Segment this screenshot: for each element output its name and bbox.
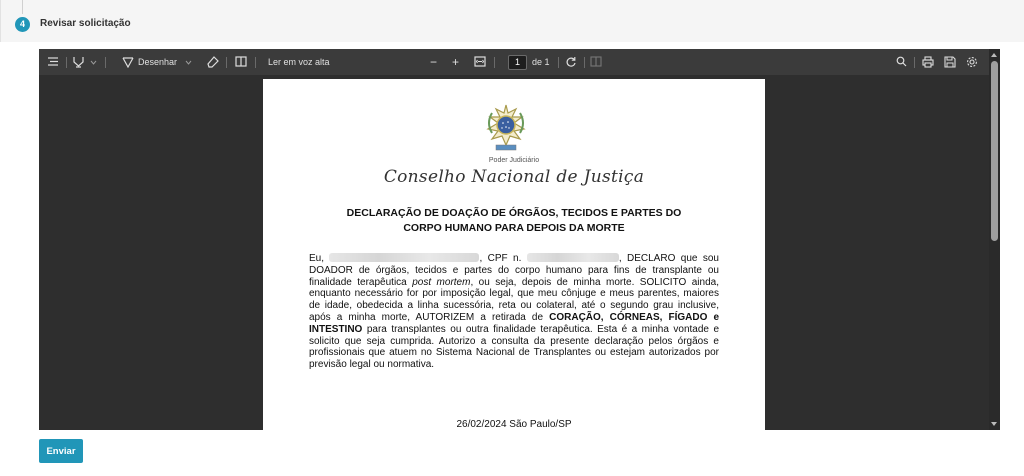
step-title: Revisar solicitação bbox=[40, 18, 131, 29]
body-text-end: para transplantes ou outra finalidade terapêutica. Esta é a minha vontade e solicito que seja cumprida. Autorizo a consulta da presente declaração pelos órgãos e profissionais que atuem no Sistema Nacional de Transplantes ou estejam autorizados por previsão legal ou normativa. bbox=[309, 323, 720, 371]
send-button[interactable]: Enviar bbox=[39, 439, 83, 463]
body-text-declaro: , DECLARO que sou DOADOR de órgãos, tecidos e partes do corpo humano para fins de transplante ou finalidade terapêutica bbox=[309, 253, 719, 288]
document-title-line2: CORPO HUMANO PARA DEPOIS DA MORTE bbox=[403, 222, 625, 234]
toolbar-divider bbox=[584, 57, 585, 68]
declaration-body bbox=[309, 253, 719, 371]
body-text-post-mortem: post mortem bbox=[412, 276, 471, 288]
pdf-viewer bbox=[39, 49, 1000, 430]
toolbar-divider bbox=[105, 57, 106, 68]
toolbar-divider bbox=[494, 57, 495, 68]
scroll-up-arrow-icon[interactable] bbox=[991, 53, 997, 57]
body-text-mid: , ou seja, depois de minha morte. SOLICITO ainda, enquanto necessário for por imposição legal, que meu cônjuge e meus parentes, maiores de idade, obedecida a linha sucessória, reta ou colateral, até o segundo grau inclusive, após a minha morte, AUTORIZEM a retirada de bbox=[309, 276, 719, 323]
read-aloud-button[interactable]: Ler em voz alta bbox=[268, 57, 330, 67]
coat-of-arms-emblem bbox=[482, 103, 530, 153]
toolbar-divider bbox=[558, 57, 559, 68]
step-header bbox=[0, 0, 1024, 42]
pdf-toolbar bbox=[39, 49, 1000, 75]
redacted-name bbox=[329, 253, 479, 262]
pdf-scrollbar[interactable] bbox=[989, 49, 1000, 430]
pdf-canvas bbox=[39, 75, 989, 430]
toolbar-divider bbox=[255, 57, 256, 68]
document-title bbox=[303, 206, 725, 236]
step-number-badge: 4 bbox=[15, 17, 30, 32]
redacted-cpf bbox=[527, 253, 619, 262]
toolbar-divider bbox=[66, 57, 67, 68]
issuer-poder-judiciario: Poder Judiciário bbox=[488, 157, 540, 164]
toolbar-divider bbox=[914, 57, 915, 68]
step-connector bbox=[22, 0, 23, 14]
scroll-down-arrow-icon[interactable] bbox=[991, 422, 997, 426]
body-text-organs: CORAÇÃO, CÓRNEAS, FÍGADO e INTESTINO bbox=[309, 311, 720, 335]
body-text-eu: Eu, bbox=[309, 253, 325, 264]
scroll-thumb[interactable] bbox=[991, 61, 998, 241]
zoom-out-button[interactable]: − bbox=[430, 55, 438, 69]
page-total: de 1 bbox=[532, 57, 550, 67]
body-text-cpf: , CPF n. bbox=[479, 253, 522, 264]
zoom-in-button[interactable]: + bbox=[452, 55, 460, 69]
pdf-page bbox=[263, 79, 765, 430]
date-place: 26/02/2024 São Paulo/SP bbox=[456, 419, 572, 430]
page-number-input[interactable]: 1 bbox=[508, 55, 527, 70]
document-title-line1: DECLARAÇÃO DE DOAÇÃO DE ÓRGÃOS, TECIDOS E PARTES DO bbox=[346, 207, 682, 219]
issuer-cnj: Conselho Nacional de Justiça bbox=[383, 167, 645, 187]
toolbar-divider bbox=[226, 57, 227, 68]
draw-label[interactable]: Desenhar bbox=[138, 57, 178, 67]
